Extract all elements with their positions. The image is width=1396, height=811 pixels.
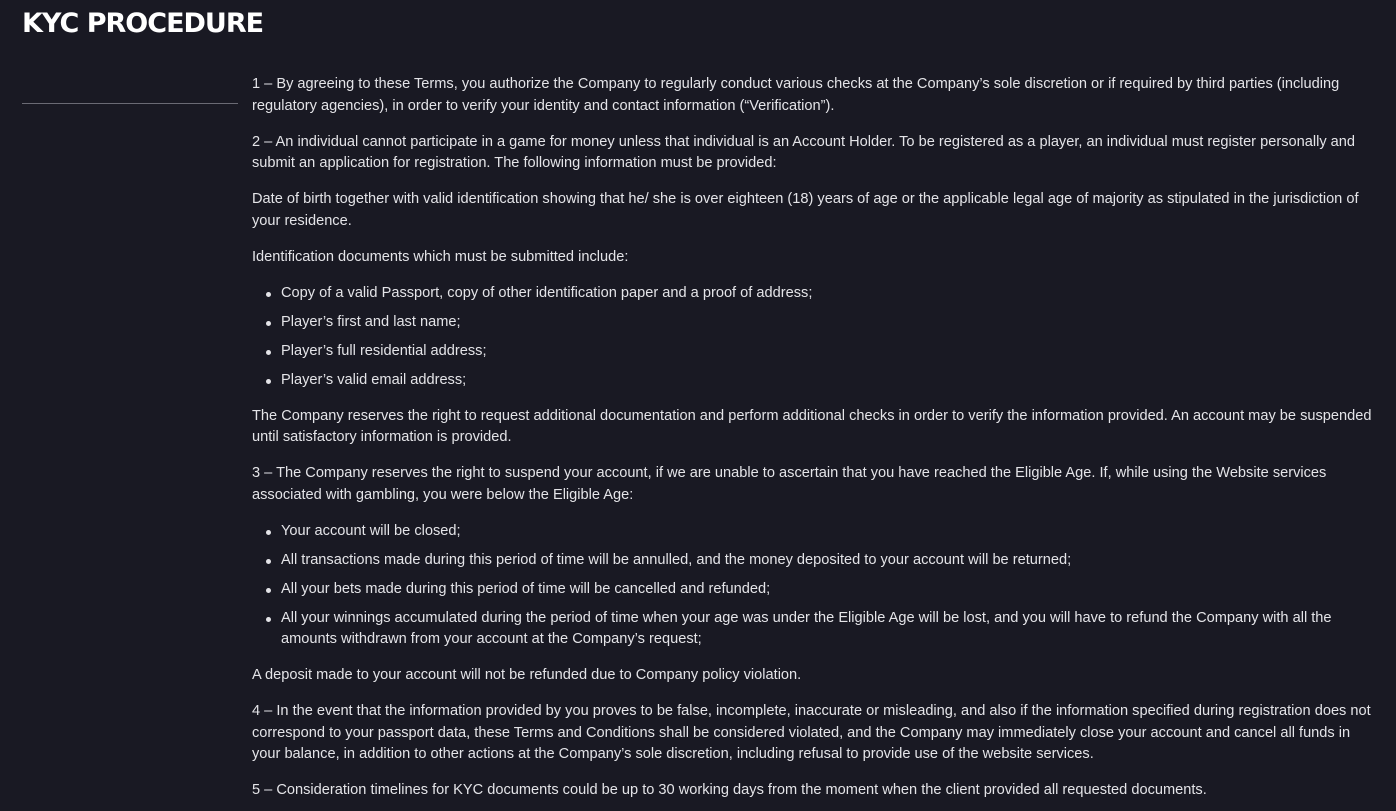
bullet-icon (266, 617, 271, 622)
paragraph-timelines: 5 – Consideration timelines for KYC documents could be up to 30 working days from the moment when the client provided all requested documents. (252, 782, 1207, 798)
kyc-content (252, 74, 1378, 811)
list-item-text: Player’s valid email address; (281, 371, 467, 388)
list-item-text: Copy of a valid Passport, copy of other identification paper and a proof of address; (281, 284, 813, 301)
list-item (281, 283, 1378, 305)
bullet-icon (266, 530, 271, 535)
list-item (281, 608, 1378, 651)
paragraph-date-of-birth: Date of birth together with valid identification showing that he/ she is over eighteen (18) years of age or the applicable legal age of majority as stipulated in the jurisdiction of your residence. (252, 191, 1359, 229)
paragraph-additional-checks: The Company reserves the right to request additional documentation and perform additional checks in order to verify the information provided. An account may be suspended until satisfactory information is provided. (252, 407, 1372, 445)
underage-consequences-list (252, 521, 1378, 651)
list-item (281, 370, 1378, 392)
list-item (281, 521, 1378, 543)
bullet-icon (266, 559, 271, 564)
page-title: KYC PROCEDURE (22, 8, 264, 39)
list-item-text: Player’s first and last name; (281, 313, 461, 330)
list-item-text: All your bets made during this period of time will be cancelled and refunded; (281, 580, 771, 597)
list-item (281, 341, 1378, 363)
list-item (281, 550, 1378, 572)
paragraph-documents-intro: Identification documents which must be submitted include: (252, 248, 629, 265)
documents-list (252, 283, 1378, 392)
paragraph-eligible-age: 3 – The Company reserves the right to suspend your account, if we are unable to ascertain that you have reached the Eligible Age. If, while using the Website services associated with gambling, you were below the Eligible Age: (252, 465, 1327, 503)
bullet-icon (266, 292, 271, 297)
paragraph-verification: 1 – By agreeing to these Terms, you authorize the Company to regularly conduct various checks at the Company’s sole discretion or if required by third parties (including regulatory agencies), in order to verify your identity and contact information (“Verification”). (252, 76, 1340, 114)
list-item-text: Player’s full residential address; (281, 342, 487, 359)
bullet-icon (266, 350, 271, 355)
bullet-icon (266, 379, 271, 384)
sidebar-divider (22, 103, 238, 104)
list-item (281, 312, 1378, 334)
bullet-icon (266, 321, 271, 326)
paragraph-registration: 2 – An individual cannot participate in a game for money unless that individual is an Account Holder. To be registered as a player, an individual must register personally and submit an application for registration. The following information must be provided: (252, 133, 1356, 171)
bullet-icon (266, 588, 271, 593)
paragraph-deposit-policy: A deposit made to your account will not be refunded due to Company policy violation. (252, 667, 802, 683)
paragraph-false-information: 4 – In the event that the information provided by you proves to be false, incomplete, inaccurate or misleading, and also if the information specified during registration does not correspond to your passport data, these Terms and Conditions shall be considered violated, and the Company may immediately close your account and cancel all funds in your balance, in addition to other actions at the Company’s sole discretion, including refusal to provide use of the website services. (252, 703, 1371, 762)
list-item-text: Your account will be closed; (281, 522, 461, 539)
list-item-text: All your winnings accumulated during the period of time when your age was under the Eligible Age will be lost, and you will have to refund the Company with all the amounts withdrawn from your account at the Company’s request; (281, 609, 1332, 647)
list-item-text: All transactions made during this period of time will be annulled, and the money deposited to your account will be returned; (281, 551, 1072, 568)
list-item (281, 579, 1378, 601)
